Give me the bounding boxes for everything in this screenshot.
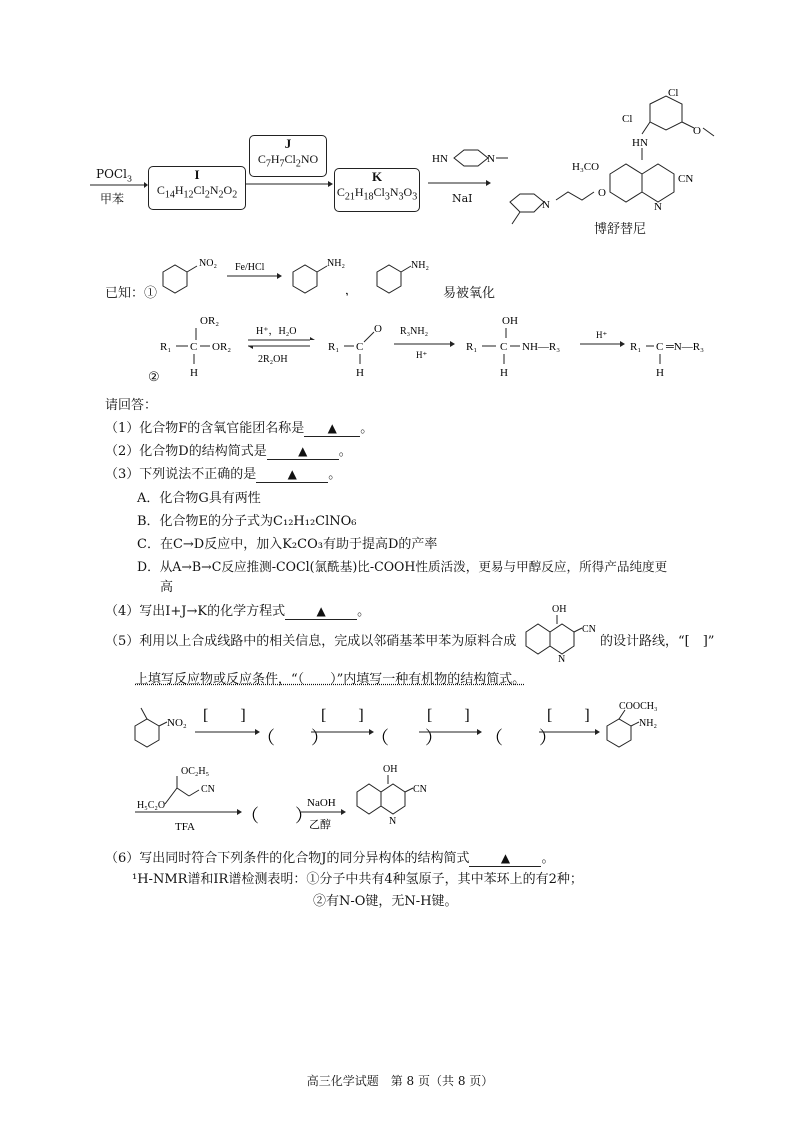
svg-text:Cl: Cl [668,87,679,99]
svg-text:TFA: TFA [175,821,195,833]
compound-J-box [249,135,327,177]
svg-text:C: C [356,341,364,353]
svg-text:[ ]: [ ] [203,707,246,724]
question-6-text: （6）写出同时符合下列条件的化合物J的同分异构体的结构简式 [105,851,470,866]
svg-text:[ ]: [ ] [547,707,590,724]
svg-text:N: N [487,153,495,165]
compound-K-formula: $C_{21}H_{18}Cl_3N_3O_3$ [336,185,418,203]
svg-text:NO₂: NO₂ [199,258,217,269]
svg-text:N: N [542,199,550,211]
svg-text:OR₂: OR₂ [212,341,232,353]
question-4-text: （4）写出I+J→K的化学方程式 [105,604,286,619]
svg-text:COOCH₃: COOCH₃ [619,701,658,712]
svg-text:═N—R₃: ═N—R₃ [666,341,704,353]
svg-text:C: C [500,341,508,353]
synthesis-route-row-1 [125,700,725,760]
svg-text:H: H [656,367,664,379]
question-6-condition-1: ¹H-NMR谱和IR谱检测表明：①分子中共有4种氢原子，其中苯环上的有2种； [132,872,583,887]
svg-text:HN: HN [632,137,648,149]
svg-text:Cl: Cl [622,113,633,125]
svg-text:（ ）: （ ） [371,728,443,748]
svg-text:（ ）: （ ） [485,728,557,748]
questions-intro: 请回答： [105,398,158,413]
svg-text:C: C [656,341,664,353]
svg-text:CN: CN [678,173,694,185]
option-b: B．化合物E的分子式为C₁₂H₁₂ClNO₆ [137,514,357,529]
svg-text:R₃NH₂: R₃NH₂ [400,326,429,337]
svg-text:NH₂: NH₂ [639,718,657,729]
svg-text:H⁺，H₂O: H⁺，H₂O [256,326,297,337]
svg-text:NH₂: NH₂ [411,260,429,271]
svg-text:R₁: R₁ [160,341,172,353]
known-prefix: 已知：① [105,286,158,301]
svg-text:O: O [374,323,382,335]
question-1: （1）化合物F的含氧官能团名称是 ▲ 。 [105,421,374,436]
svg-text:OH: OH [383,764,398,775]
arrow-to-product [426,178,492,188]
svg-text:，: ， [345,283,358,296]
question-3: （3）下列说法不正确的是 ▲ 。 [105,467,342,482]
svg-text:乙醇: 乙醇 [309,819,331,831]
svg-text:CN: CN [201,784,215,795]
question-6: （6）写出同时符合下列条件的化合物J的同分异构体的结构简式 ▲ 。 [105,851,555,866]
svg-text:NH₂: NH₂ [327,258,345,269]
svg-text:N: N [654,201,662,213]
question-5-instruction: 上填写反应物或反应条件，“（ ）”内填写一种有机物的结构简式。 [135,672,526,687]
pocl3-reagent: POCl$_3$ [96,167,133,184]
svg-text:H: H [500,367,508,379]
svg-text:OR₂: OR₂ [200,315,220,327]
option-d: D．从A→B→C反应推测-COCl(氯酰基)比-COOH性质活泼，更易与甲醇反应，所得产品纯度更 [137,559,668,574]
page-footer: 高三化学试题 第 8 页（共 8 页） [306,1074,494,1088]
question-1-text: （1）化合物F的含氧官能团名称是 [105,421,305,436]
svg-text:HN: HN [432,153,448,165]
svg-text:N: N [389,816,397,827]
question-5 [105,630,516,649]
arrow-to-K [244,178,334,190]
svg-text:[ ]: [ ] [321,707,364,724]
answer-blank-3: ▲ [256,467,328,483]
arrow-to-I [88,180,148,190]
svg-text:CN: CN [582,624,596,635]
answer-blank-6: ▲ [469,851,541,867]
question-4: （4）写出I+J→K的化学方程式 ▲ 。 [105,604,371,619]
question-2: （2）化合物D的结构简式是 ▲ 。 [105,444,352,459]
toluene-reagent: 甲苯 [100,192,125,206]
svg-text:R₁: R₁ [630,341,642,353]
option-a: A．化合物G具有两性 [137,491,261,506]
svg-text:OC₂H₅: OC₂H₅ [181,766,210,777]
svg-text:R₁: R₁ [328,341,340,353]
svg-text:H⁺: H⁺ [596,330,608,340]
answer-blank-2: ▲ [267,444,339,460]
bosutinib-structure [490,84,720,234]
compound-I-box [148,166,246,210]
answer-blank-4: ▲ [285,604,357,620]
nai-reagent: NaI [452,192,473,205]
acetal-imine-scheme [160,310,730,385]
svg-text:2R₂OH: 2R₂OH [258,354,288,365]
answer-blank-1: ▲ [304,421,360,437]
option-d-cont: 高 [160,580,174,595]
svg-text:H₃CO: H₃CO [572,161,600,173]
product-name: 博舒替尼 [594,222,647,237]
synthesis-route-row-2 [125,760,625,840]
target-quinoline [520,600,600,664]
compound-J-label: J [284,136,292,151]
svg-text:（ ）: （ ） [241,806,313,826]
svg-text:NaOH: NaOH [307,797,336,809]
svg-text:[ ]: [ ] [427,707,470,724]
svg-text:O: O [693,125,701,137]
svg-text:CN: CN [413,784,427,795]
svg-text:N: N [558,654,566,664]
svg-text:C: C [190,341,198,353]
oxidation-note: 易被氧化 [443,286,496,301]
question-2-text: （2）化合物D的结构简式是 [105,444,267,459]
svg-text:H₅C₂O: H₅C₂O [137,800,166,811]
svg-text:OH: OH [552,604,567,615]
compound-K-label: K [371,169,383,184]
option-c: C．在C→D反应中，加入K₂CO₃有助于提高D的产率 [137,537,438,552]
compound-K-box [334,168,420,212]
question-6-condition-2: ②有N-O键，无N-H键。 [313,894,458,909]
svg-text:Fe/HCl: Fe/HCl [235,262,265,273]
nitro-reduction [155,252,455,296]
svg-text:NH—R₃: NH—R₃ [522,341,561,353]
svg-text:H: H [356,367,364,379]
question-3-text: （3）下列说法不正确的是 [105,467,257,482]
question-5-text: （5）利用以上合成线路中的相关信息，完成以邻硝基苯甲苯为原料合成 [105,634,517,649]
svg-text:H⁺: H⁺ [416,350,428,360]
known-2: ② [148,370,160,385]
svg-text:OH: OH [502,315,518,327]
compound-I-formula: $C_{14}H_{12}Cl_2N_2O_2$ [156,183,238,201]
svg-text:（ ）: （ ） [257,728,329,748]
svg-text:NO₂: NO₂ [167,717,187,729]
svg-text:H: H [190,367,198,379]
question-5-tail: 的设计路线，“[ ]” [600,634,715,649]
compound-J-formula: $C_7H_7Cl_2NO$ [257,152,319,170]
compound-I-label: I [194,167,200,182]
svg-text:O: O [598,187,606,199]
svg-text:R₁: R₁ [466,341,478,353]
